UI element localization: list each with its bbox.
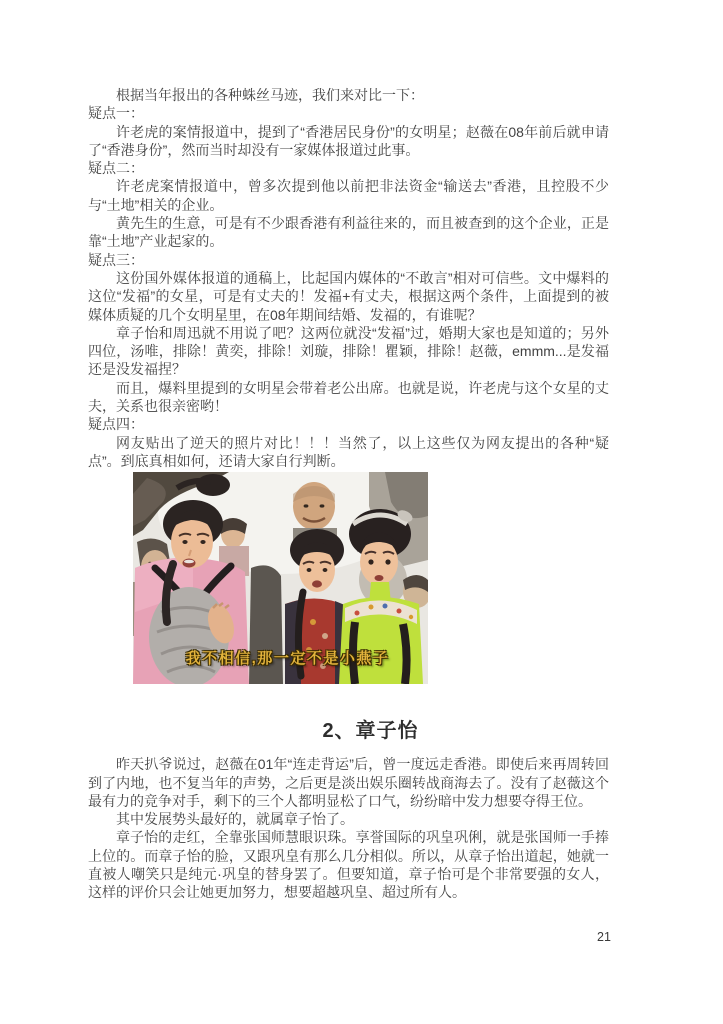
paragraph: 许老虎的案情报道中，提到了“香港居民身份”的女明星；赵薇在08年前后就申请了“香港身份”，然而当时却没有一家媒体报道过此事。 [88,123,609,158]
photo-subtitle-caption: 我不相信,那一定不是小燕子 [185,650,390,668]
drama-screenshot-image [133,472,428,684]
clue-heading-1: 疑点一： [88,105,144,122]
paragraph: 根据当年报出的各种蛛丝马迹，我们来对比一下： [116,87,424,103]
article-body [88,86,609,902]
clue-heading-2: 疑点二： [88,160,144,177]
paragraph: 其中发展势头最好的，就属章子怡了。 [116,811,354,828]
paragraph: 而且，爆料里提到的女明星会带着老公出席。也就是说，许老虎与这个女星的丈夫，关系也很亲密哟！ [88,379,609,415]
clue-heading-3: 疑点三： [88,251,144,268]
paragraph: 这份国外媒体报道的通稿上，比起国内媒体的“不敢言”相对可信些。文中爆料的这位“发福”的女星，可是有丈夫的！发福+有丈夫，根据这两个条件，上面提到的被媒体质疑的几个女明星里，在08年期间结婚、发福的，有谁呢？ [88,269,609,323]
page-number: 21 [597,930,611,944]
paragraph: 昨天扒爷说过，赵薇在01年“连走背运”后，曾一度远走香港。即使后来再周转回到了内地，也不复当年的声势，之后更是淡出娱乐圈转战商海去了。没有了赵薇这个最有力的竞争对手，剩下的三个人都明显松了口气，纷纷暗中发力想要夺得王位。 [88,756,609,809]
paragraph: 黄先生的生意，可是有不少跟香港有利益往来的，而且被查到的这个企业，正是靠“土地”产业起家的。 [88,215,609,250]
clue-heading-4: 疑点四： [88,416,144,433]
paragraph: 章子怡和周迅就不用说了吧？这两位就没“发福”过，婚期大家也是知道的；另外四位，汤唯，排除！黄奕，排除！刘璇，排除！瞿颖，排除！赵薇，emmm...是发福还是没发福捏？ [88,324,609,378]
paragraph: 网友贴出了逆天的照片对比！！！当然了，以上这些仅为网友提出的各种“疑点”。到底真相如何，还请大家自行判断。 [88,434,609,469]
paragraph: 章子怡的走红，全靠张国师慧眼识珠。享誉国际的巩皇巩俐，就是张国师一手捧上位的。而章子怡的脸，又跟巩皇有那么几分相似。所以，从章子怡出道起，她就一直被人嘲笑只是纯元·巩皇的替身罢了。但要知道，章子怡可是个非常要强的女人，这样的评价只会让她更加努力，想要超越巩皇、超过所有人。 [88,829,609,901]
paragraph: 许老虎案情报道中，曾多次提到他以前把非法资金“输送去”香港，且控股不少与“土地”相关的企业。 [88,178,609,213]
section-heading: 2、章子怡 [322,720,419,743]
